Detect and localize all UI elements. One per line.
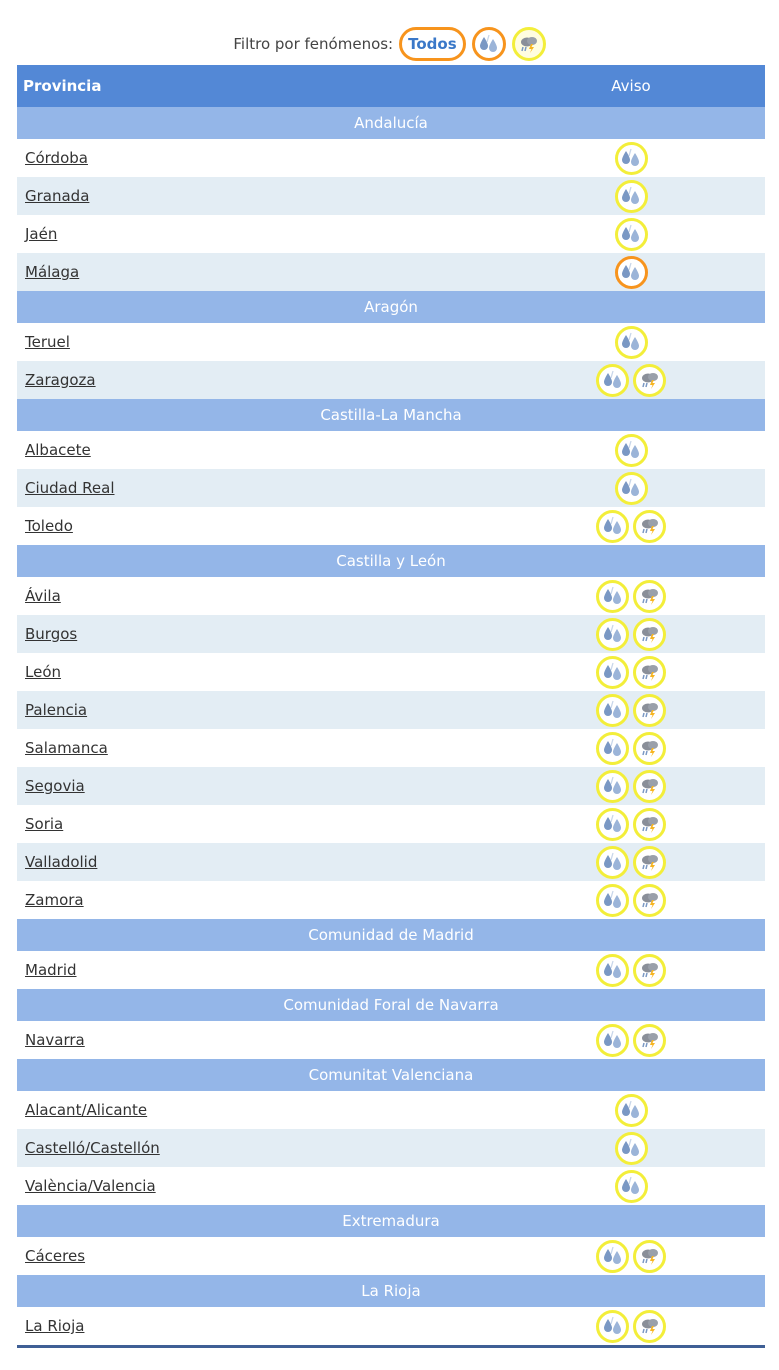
rain-warning-badge[interactable] bbox=[596, 618, 629, 651]
rain-warning-badge[interactable] bbox=[596, 954, 629, 987]
storm-warning-badge[interactable] bbox=[633, 770, 666, 803]
province-link[interactable]: Córdoba bbox=[25, 149, 88, 167]
storm-warning-badge[interactable] bbox=[633, 656, 666, 689]
table-row bbox=[17, 615, 765, 653]
storm-warning-badge[interactable] bbox=[633, 618, 666, 651]
table-row bbox=[17, 577, 765, 615]
province-link[interactable]: Málaga bbox=[25, 263, 80, 281]
rain-warning-badge[interactable] bbox=[596, 656, 629, 689]
storm-icon bbox=[639, 624, 661, 644]
rain-icon bbox=[602, 662, 624, 682]
rain-warning-badge[interactable] bbox=[615, 180, 648, 213]
warning-cell bbox=[531, 434, 731, 467]
table-row bbox=[17, 469, 765, 507]
rain-icon bbox=[602, 624, 624, 644]
province-link[interactable]: Granada bbox=[25, 187, 90, 205]
rain-warning-badge[interactable] bbox=[615, 326, 648, 359]
storm-warning-badge[interactable] bbox=[633, 954, 666, 987]
province-link[interactable]: Ciudad Real bbox=[25, 479, 115, 497]
province-link[interactable]: Teruel bbox=[25, 333, 70, 351]
province-link[interactable]: Zaragoza bbox=[25, 371, 96, 389]
rain-icon bbox=[602, 960, 624, 980]
rain-icon bbox=[620, 1100, 642, 1120]
rain-icon bbox=[602, 852, 624, 872]
rain-warning-badge[interactable] bbox=[596, 846, 629, 879]
table-row bbox=[17, 507, 765, 545]
table-row bbox=[17, 951, 765, 989]
rain-warning-badge[interactable] bbox=[615, 1170, 648, 1203]
province-link[interactable]: Palencia bbox=[25, 701, 88, 719]
province-link[interactable]: València/Valencia bbox=[25, 1177, 156, 1195]
rain-icon bbox=[602, 370, 624, 390]
filter-all-button[interactable]: Todos bbox=[399, 27, 466, 61]
warning-cell bbox=[531, 732, 731, 765]
region-header: Castilla-La Mancha bbox=[17, 399, 765, 431]
warning-cell bbox=[531, 472, 731, 505]
storm-warning-badge[interactable] bbox=[633, 1240, 666, 1273]
table-row bbox=[17, 653, 765, 691]
table-header bbox=[17, 65, 765, 107]
warning-cell bbox=[531, 256, 731, 289]
rain-warning-badge[interactable] bbox=[615, 1132, 648, 1165]
rain-warning-badge[interactable] bbox=[615, 434, 648, 467]
region-header: Comunidad de Madrid bbox=[17, 919, 765, 951]
table-row bbox=[17, 1021, 765, 1059]
table-row bbox=[17, 431, 765, 469]
province-link[interactable]: Zamora bbox=[25, 891, 84, 909]
rain-icon bbox=[602, 1316, 624, 1336]
province-link[interactable]: La Rioja bbox=[25, 1317, 85, 1335]
table-row bbox=[17, 805, 765, 843]
rain-warning-badge[interactable] bbox=[596, 364, 629, 397]
region-header: Andalucía bbox=[17, 107, 765, 139]
rain-warning-badge[interactable] bbox=[615, 142, 648, 175]
filter-label: Filtro por fenómenos: bbox=[233, 35, 394, 53]
warning-cell bbox=[531, 694, 731, 727]
warning-cell bbox=[531, 1132, 731, 1165]
storm-warning-badge[interactable] bbox=[633, 364, 666, 397]
warning-cell bbox=[531, 846, 731, 879]
province-link[interactable]: Salamanca bbox=[25, 739, 108, 757]
filter-storm-button[interactable] bbox=[512, 27, 546, 61]
storm-icon bbox=[639, 738, 661, 758]
warnings-table bbox=[17, 65, 765, 1348]
warning-cell bbox=[531, 1170, 731, 1203]
storm-icon bbox=[518, 34, 540, 54]
warning-cell bbox=[531, 884, 731, 917]
rain-icon bbox=[602, 586, 624, 606]
storm-warning-badge[interactable] bbox=[633, 694, 666, 727]
rain-icon bbox=[620, 148, 642, 168]
province-link[interactable]: Albacete bbox=[25, 441, 91, 459]
phenomena-filter bbox=[0, 26, 779, 62]
storm-icon bbox=[639, 1030, 661, 1050]
table-row bbox=[17, 881, 765, 919]
warning-cell bbox=[531, 510, 731, 543]
storm-icon bbox=[639, 776, 661, 796]
rain-icon bbox=[602, 738, 624, 758]
column-header-aviso: Aviso bbox=[611, 77, 651, 95]
warning-cell bbox=[531, 326, 731, 359]
storm-icon bbox=[639, 516, 661, 536]
region-header: La Rioja bbox=[17, 1275, 765, 1307]
rain-warning-badge[interactable] bbox=[615, 472, 648, 505]
storm-icon bbox=[639, 586, 661, 606]
storm-icon bbox=[639, 890, 661, 910]
table-row bbox=[17, 1237, 765, 1275]
table-body bbox=[17, 107, 765, 1345]
region-header: Extremadura bbox=[17, 1205, 765, 1237]
table-row bbox=[17, 1167, 765, 1205]
province-link[interactable]: Navarra bbox=[25, 1031, 85, 1049]
rain-icon bbox=[620, 224, 642, 244]
rain-icon bbox=[478, 34, 500, 54]
province-link[interactable]: Madrid bbox=[25, 961, 77, 979]
province-link[interactable]: León bbox=[25, 663, 62, 681]
rain-icon bbox=[620, 186, 642, 206]
table-row bbox=[17, 843, 765, 881]
storm-warning-badge[interactable] bbox=[633, 580, 666, 613]
table-row bbox=[17, 1091, 765, 1129]
storm-icon bbox=[639, 700, 661, 720]
warning-cell bbox=[531, 954, 731, 987]
warning-cell bbox=[531, 808, 731, 841]
warning-cell bbox=[531, 1024, 731, 1057]
table-row bbox=[17, 767, 765, 805]
warning-cell bbox=[531, 1240, 731, 1273]
warning-cell bbox=[531, 142, 731, 175]
rain-icon bbox=[602, 890, 624, 910]
rain-warning-badge[interactable] bbox=[596, 808, 629, 841]
province-link[interactable]: Ávila bbox=[25, 587, 61, 605]
warning-cell bbox=[531, 656, 731, 689]
region-header: Comunitat Valenciana bbox=[17, 1059, 765, 1091]
rain-icon bbox=[620, 1176, 642, 1196]
storm-warning-badge[interactable] bbox=[633, 1024, 666, 1057]
rain-warning-badge[interactable] bbox=[596, 1240, 629, 1273]
rain-icon bbox=[620, 1138, 642, 1158]
storm-warning-badge[interactable] bbox=[633, 732, 666, 765]
table-row bbox=[17, 253, 765, 291]
rain-warning-badge[interactable] bbox=[596, 1024, 629, 1057]
province-link[interactable]: Castelló/Castellón bbox=[25, 1139, 160, 1157]
storm-icon bbox=[639, 960, 661, 980]
table-row bbox=[17, 691, 765, 729]
rain-warning-badge[interactable] bbox=[596, 510, 629, 543]
storm-warning-badge[interactable] bbox=[633, 510, 666, 543]
rain-icon bbox=[620, 262, 642, 282]
rain-warning-badge[interactable] bbox=[615, 256, 648, 289]
table-row bbox=[17, 139, 765, 177]
table-row bbox=[17, 361, 765, 399]
storm-icon bbox=[639, 1246, 661, 1266]
region-header: Aragón bbox=[17, 291, 765, 323]
table-row bbox=[17, 177, 765, 215]
column-header-provincia: Provincia bbox=[23, 77, 102, 95]
table-row bbox=[17, 1307, 765, 1345]
warning-cell bbox=[531, 1310, 731, 1343]
province-link[interactable]: Valladolid bbox=[25, 853, 98, 871]
storm-icon bbox=[639, 814, 661, 834]
storm-warning-badge[interactable] bbox=[633, 1310, 666, 1343]
rain-warning-badge[interactable] bbox=[596, 884, 629, 917]
rain-warning-badge[interactable] bbox=[596, 1310, 629, 1343]
region-header: Comunidad Foral de Navarra bbox=[17, 989, 765, 1021]
rain-warning-badge[interactable] bbox=[615, 1094, 648, 1127]
rain-icon bbox=[602, 700, 624, 720]
warning-cell bbox=[531, 180, 731, 213]
table-row bbox=[17, 1129, 765, 1167]
rain-warning-badge[interactable] bbox=[615, 218, 648, 251]
table-row bbox=[17, 729, 765, 767]
storm-icon bbox=[639, 1316, 661, 1336]
province-link[interactable]: Toledo bbox=[25, 517, 73, 535]
province-link[interactable]: Burgos bbox=[25, 625, 78, 643]
storm-icon bbox=[639, 662, 661, 682]
warning-cell bbox=[531, 218, 731, 251]
province-link[interactable]: Jaén bbox=[25, 225, 58, 243]
rain-warning-badge[interactable] bbox=[596, 580, 629, 613]
table-row bbox=[17, 215, 765, 253]
warning-cell bbox=[531, 770, 731, 803]
rain-icon bbox=[620, 440, 642, 460]
rain-icon bbox=[602, 776, 624, 796]
warning-cell bbox=[531, 618, 731, 651]
province-link[interactable]: Cáceres bbox=[25, 1247, 86, 1265]
warning-cell bbox=[531, 580, 731, 613]
rain-icon bbox=[620, 332, 642, 352]
rain-warning-badge[interactable] bbox=[596, 694, 629, 727]
rain-warning-badge[interactable] bbox=[596, 732, 629, 765]
rain-warning-badge[interactable] bbox=[596, 770, 629, 803]
region-header: Castilla y León bbox=[17, 545, 765, 577]
rain-icon bbox=[602, 1246, 624, 1266]
storm-icon bbox=[639, 852, 661, 872]
province-link[interactable]: Segovia bbox=[25, 777, 85, 795]
table-row bbox=[17, 323, 765, 361]
warning-cell bbox=[531, 364, 731, 397]
rain-icon bbox=[602, 516, 624, 536]
filter-rain-button[interactable] bbox=[472, 27, 506, 61]
warning-cell bbox=[531, 1094, 731, 1127]
storm-icon bbox=[639, 370, 661, 390]
storm-warning-badge[interactable] bbox=[633, 884, 666, 917]
rain-icon bbox=[620, 478, 642, 498]
storm-warning-badge[interactable] bbox=[633, 846, 666, 879]
rain-icon bbox=[602, 1030, 624, 1050]
storm-warning-badge[interactable] bbox=[633, 808, 666, 841]
province-link[interactable]: Soria bbox=[25, 815, 64, 833]
rain-icon bbox=[602, 814, 624, 834]
province-link[interactable]: Alacant/Alicante bbox=[25, 1101, 148, 1119]
